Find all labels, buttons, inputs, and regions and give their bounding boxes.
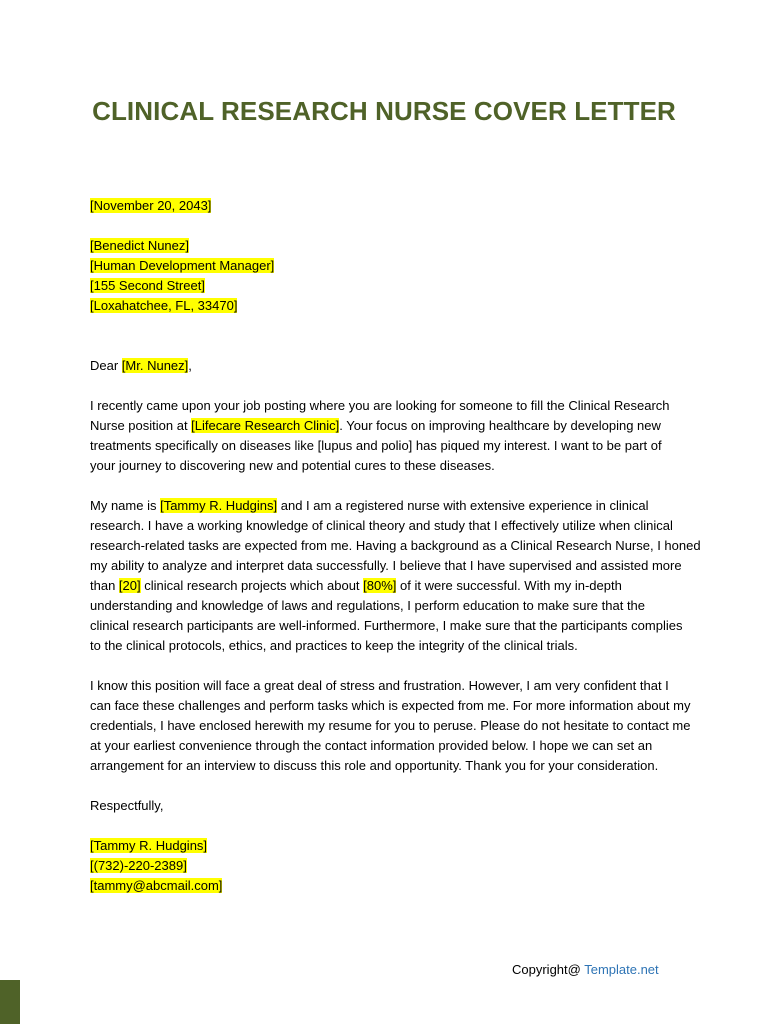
recipient-city: [Loxahatchee, FL, 33470]: [90, 298, 238, 313]
closing: Respectfully,: [90, 798, 164, 813]
date: [November 20, 2043]: [90, 198, 212, 213]
paragraph-2: My name is [Tammy R. Hudgins] and I am a registered nurse with extensive experience in clinical research. I have a working knowledge of clinical theory and study that I effectively utilize when clinical research-related tasks are expected from me. Having a background as a Clinical Research Nurse, I honed my ability to analyze and interpret data successfully. I believe that I have supervised and assisted more than [20] clinical research projects which about [80%] of it were successful. With my in-depth understanding and knowledge of laws and regulations, I perform education to make sure that the clinical research participants are well-informed. Furthermore, I make sure that the participants complies to the clinical protocols, ethics, and practices to keep the integrity of the clinical trials.: [90, 498, 701, 653]
date-line: [90, 196, 680, 216]
signature-email: [tammy@abcmail.com]: [90, 878, 223, 893]
applicant-name: [Tammy R. Hudgins]: [160, 498, 278, 513]
success-rate: [80%]: [363, 578, 397, 593]
paragraph-1: I recently came upon your job posting where you are looking for someone to fill the Clinical Research Nurse position at [Lifecare Research Clinic]. Your focus on improving healthcare by developing new treatments specifically on diseases like [lupus and polio] has piqued my interest. I want to be part of your journey to discovering new and potential cures to these diseases.: [90, 398, 670, 473]
recipient-name: [Benedict Nunez]: [90, 238, 190, 253]
signature-phone: [(732)-220-2389]: [90, 858, 187, 873]
paragraph-3: I know this position will face a great deal of stress and frustration. However, I am very confident that I can face these challenges and perform tasks which is expected from me. For more information about my credentials, I have enclosed herewith my resume for you to peruse. Please do not hesitate to contact me at your earliest convenience through the contact information provided below. I hope we can set an arrangement for an interview to discuss this role and opportunity. Thank you for your consideration.: [90, 678, 691, 773]
brand-link[interactable]: Template.net: [584, 962, 659, 977]
clinic-name: [Lifecare Research Clinic]: [191, 418, 340, 433]
signature-name: [Tammy R. Hudgins]: [90, 838, 208, 853]
signature-block: [90, 836, 680, 896]
project-count: [20]: [118, 578, 141, 593]
salutation-name: [Mr. Nunez]: [121, 358, 189, 373]
footer-copyright: Copyright@ Template.net: [512, 962, 659, 977]
recipient-position: [Human Development Manager]: [90, 258, 275, 273]
recipient-street: [155 Second Street]: [90, 278, 205, 293]
letter-body: [90, 196, 701, 896]
decorative-side-bar: [0, 980, 20, 1024]
salutation: Dear [Mr. Nunez],: [90, 358, 192, 373]
recipient-block: [90, 236, 680, 316]
document-title: CLINICAL RESEARCH NURSE COVER LETTER: [92, 96, 676, 126]
